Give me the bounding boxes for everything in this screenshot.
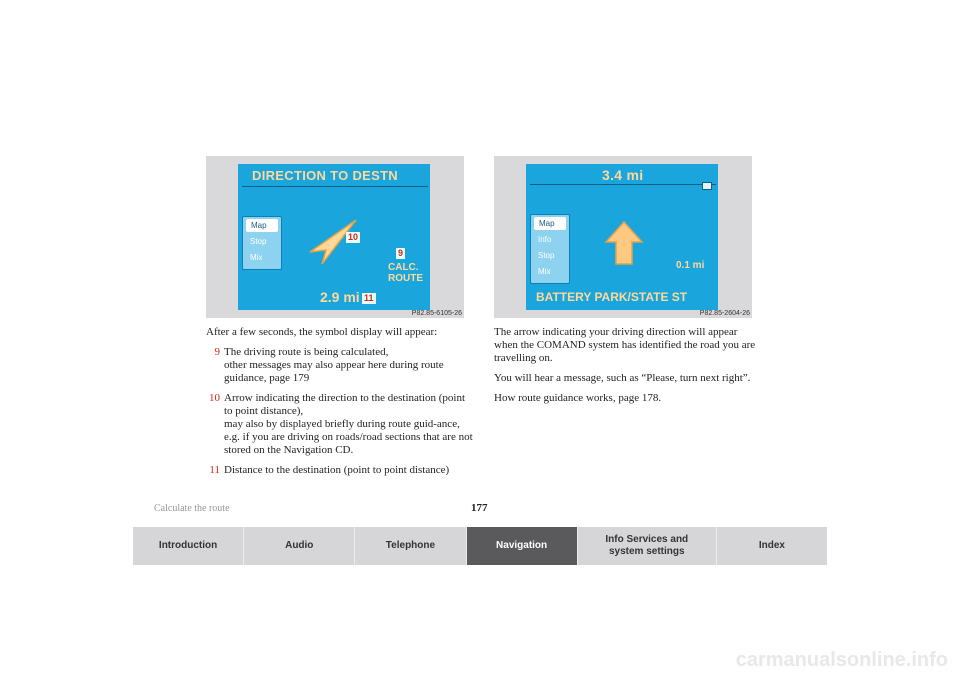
status-route: ROUTE bbox=[388, 273, 423, 284]
screen-distance: 3.4 mi bbox=[602, 167, 644, 183]
figure-direction-to-destination bbox=[206, 156, 464, 318]
signal-icon bbox=[702, 182, 712, 190]
tab-info-services[interactable]: Info Services and system settings bbox=[578, 527, 717, 565]
tab-telephone[interactable]: Telephone bbox=[355, 527, 466, 565]
nav-screen bbox=[526, 164, 718, 310]
item-text: Distance to the destination (point to point distance) bbox=[224, 464, 450, 476]
list-item bbox=[206, 464, 474, 477]
item-text: The driving route is being calculated, other messages may also appear here during route guidance, page 179 bbox=[224, 346, 444, 384]
item-number: 11 bbox=[209, 464, 220, 476]
list-item bbox=[206, 392, 474, 457]
menu-item-stop: Stop bbox=[538, 251, 555, 260]
item-number: 10 bbox=[209, 392, 220, 404]
callout-9: 9 bbox=[398, 248, 404, 258]
tab-index[interactable]: Index bbox=[717, 527, 827, 565]
figure-code: P82.85-6105-26 bbox=[411, 310, 462, 317]
left-text bbox=[206, 326, 474, 484]
figure-route-guidance bbox=[494, 156, 752, 318]
tab-navigation[interactable]: Navigation bbox=[467, 527, 578, 565]
item-number: 9 bbox=[214, 346, 220, 358]
menu-item-map: Map bbox=[246, 219, 278, 232]
next-turn-distance: 0.1 mi bbox=[676, 260, 705, 271]
screen-title: DIRECTION TO DESTN bbox=[252, 168, 399, 183]
status-calc: CALC. bbox=[388, 262, 419, 273]
tab-introduction[interactable]: Introduction bbox=[133, 527, 244, 565]
menu-item-stop: Stop bbox=[250, 237, 267, 246]
paragraph: The arrow indicating your driving direction will appear when the COMAND system has identified the road you are travelling on. bbox=[494, 326, 756, 364]
menu-item-mix: Mix bbox=[250, 253, 263, 262]
item-text: Arrow indicating the direction to the destination (point to point distance), may also by displayed briefly during route guid-ance, e.g. if you are driving on roads/road sections that are not stored on the Navigation CD. bbox=[224, 392, 473, 456]
page-number: 177 bbox=[471, 502, 488, 514]
intro-paragraph: After a few seconds, the symbol display will appear: bbox=[206, 326, 438, 338]
title-rule bbox=[242, 186, 428, 187]
figure-code: P82.85-2604-26 bbox=[699, 310, 750, 317]
menu-item-info: Info bbox=[538, 235, 552, 244]
chapter-tabs bbox=[133, 527, 827, 565]
distance-readout: 2.9 mi bbox=[320, 289, 360, 305]
right-text bbox=[494, 326, 756, 412]
callout-11: 11 bbox=[364, 293, 374, 303]
street-name: BATTERY PARK/STATE ST bbox=[536, 290, 688, 304]
menu-item-map: Map bbox=[534, 217, 566, 230]
paragraph: How route guidance works, page 178. bbox=[494, 392, 662, 404]
tab-audio[interactable]: Audio bbox=[244, 527, 355, 565]
menu-item-mix: Mix bbox=[538, 267, 551, 276]
nav-screen bbox=[238, 164, 430, 310]
side-menu bbox=[242, 216, 282, 270]
side-menu bbox=[530, 214, 570, 284]
list-item bbox=[206, 346, 474, 385]
watermark: carmanualsonline.info bbox=[735, 649, 948, 671]
paragraph: You will hear a message, such as “Please, turn next right”. bbox=[494, 372, 751, 384]
callout-10: 10 bbox=[348, 232, 359, 242]
title-rule bbox=[530, 184, 716, 185]
section-title: Calculate the route bbox=[154, 503, 230, 514]
arrow-up-icon bbox=[604, 220, 644, 266]
